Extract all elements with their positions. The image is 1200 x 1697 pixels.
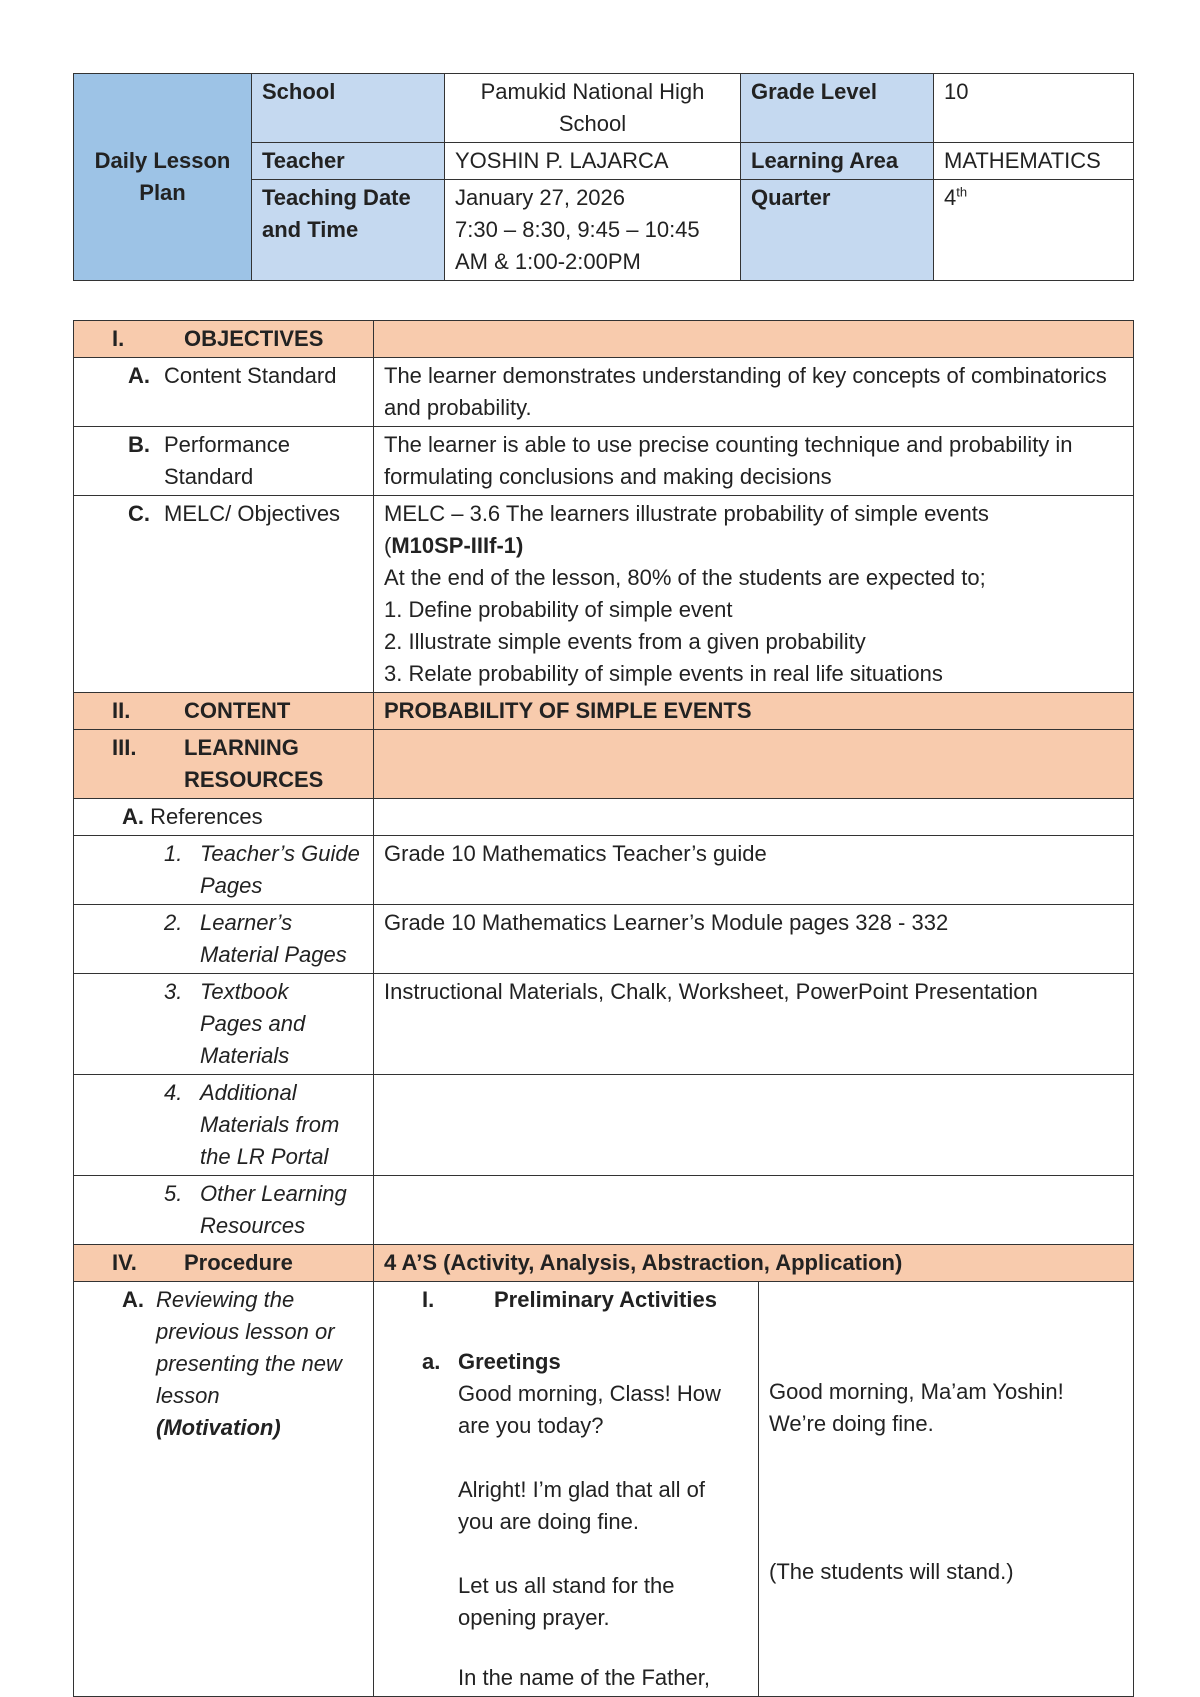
references-letter: A. <box>122 804 144 829</box>
resource-row <box>74 1176 1134 1245</box>
resource-value: Instructional Materials, Chalk, Worksheet, PowerPoint Presentation <box>374 974 1134 1075</box>
melc-row <box>74 496 1134 693</box>
resource-label: Additional Materials from the LR Portal <box>200 1080 340 1169</box>
resources-numeral: III. <box>112 735 137 760</box>
content-standard-label: Content Standard <box>164 363 337 388</box>
quarter-value: 4 <box>944 185 957 210</box>
school-value: Pamukid National High School <box>445 74 741 143</box>
melc-item: 1. Define probability of simple event <box>384 597 733 622</box>
dlp-title: Daily Lesson Plan <box>74 74 252 281</box>
quarter-suffix: th <box>956 184 968 200</box>
procedure-numeral: IV. <box>112 1250 137 1275</box>
melc-letter: C. <box>128 501 150 526</box>
objectives-title: OBJECTIVES <box>184 326 324 351</box>
greetings-title: Greetings <box>458 1349 561 1374</box>
procedure-header-row <box>74 1245 1134 1282</box>
melc-code-paren: ( <box>384 533 392 558</box>
performance-standard-value: The learner is able to use precise counting technique and probability in formulating conclusions and making decisions <box>374 427 1134 496</box>
quarter-cell <box>934 180 1134 281</box>
melc-line: MELC – 3.6 The learners illustrate probability of simple events <box>384 501 989 526</box>
procedure-a-sublabel: (Motivation) <box>156 1415 281 1440</box>
resource-num: 5. <box>164 1181 183 1206</box>
references-row <box>74 799 1134 836</box>
resource-value: Grade 10 Mathematics Teacher’s guide <box>374 836 1134 905</box>
greetings-letter: a. <box>422 1349 441 1374</box>
grade-value: 10 <box>934 74 1134 143</box>
resource-value: Grade 10 Mathematics Learner’s Module pages 328 - 332 <box>374 905 1134 974</box>
resource-value <box>374 1176 1134 1245</box>
resource-label: Teacher’s Guide Pages <box>200 841 360 898</box>
resources-header-row <box>74 730 1134 799</box>
resource-num: 1. <box>164 841 183 866</box>
student-line: (The students will stand.) <box>769 1559 1014 1584</box>
melc-cell <box>374 496 1134 693</box>
melc-code: M10SP-IIIf-1) <box>391 533 524 558</box>
melc-item: 3. Relate probability of simple events in real life situations <box>384 661 943 686</box>
resource-row <box>74 974 1134 1075</box>
resource-value <box>374 1075 1134 1176</box>
melc-item: 2. Illustrate simple events from a given probability <box>384 629 866 654</box>
content-standard-row <box>74 358 1134 427</box>
references-label: References <box>150 804 263 829</box>
prelim-title: Preliminary Activities <box>494 1287 717 1312</box>
content-value: PROBABILITY OF SIMPLE EVENTS <box>374 693 1134 730</box>
resource-label: Learner’s Material Pages <box>200 910 347 967</box>
resource-label: Textbook Pages and Materials <box>200 979 306 1068</box>
performance-standard-row <box>74 427 1134 496</box>
teacher-label: Teacher <box>252 143 445 180</box>
area-value: MATHEMATICS <box>934 143 1134 180</box>
time-value: 7:30 – 8:30, 9:45 – 10:45 AM & 1:00-2:00PM <box>455 217 700 274</box>
prelim-numeral: I. <box>422 1287 435 1312</box>
teacher-line: Good morning, Class! How are you today? <box>458 1381 721 1438</box>
resource-row <box>74 1075 1134 1176</box>
date-value: January 27, 2026 <box>455 185 626 210</box>
quarter-label: Quarter <box>741 180 934 281</box>
melc-intro: At the end of the lesson, 80% of the students are expected to; <box>384 565 986 590</box>
content-numeral: II. <box>112 698 131 723</box>
header-table <box>73 73 1134 281</box>
teacher-line: Alright! I’m glad that all of you are doing fine. <box>458 1477 706 1534</box>
resource-num: 4. <box>164 1080 183 1105</box>
teacher-column <box>374 1282 759 1697</box>
teacher-line: In the name of the Father, <box>458 1665 710 1690</box>
content-standard-value: The learner demonstrates understanding of key concepts of combinatorics and probability. <box>374 358 1134 427</box>
procedure-a-label: Reviewing the previous lesson or presenting the new lesson <box>156 1287 342 1408</box>
resource-num: 3. <box>164 979 183 1004</box>
area-label: Learning Area <box>741 143 934 180</box>
content-row <box>74 693 1134 730</box>
lesson-plan-table <box>73 320 1134 1697</box>
student-column <box>759 1282 1134 1697</box>
date-label: Teaching Date and Time <box>252 180 445 281</box>
date-time-cell <box>445 180 741 281</box>
procedure-value: 4 A’S (Activity, Analysis, Abstraction, Application) <box>374 1245 1134 1282</box>
grade-label: Grade Level <box>741 74 934 143</box>
objectives-numeral: I. <box>112 326 125 351</box>
content-standard-letter: A. <box>128 363 150 388</box>
procedure-a-letter: A. <box>122 1287 144 1312</box>
resource-num: 2. <box>164 910 183 935</box>
content-title: CONTENT <box>184 698 291 723</box>
resource-label: Other Learning Resources <box>200 1181 347 1238</box>
student-line: Good morning, Ma’am Yoshin! We’re doing fine. <box>769 1379 1064 1436</box>
resources-title: LEARNING RESOURCES <box>184 735 324 792</box>
teacher-line: Let us all stand for the opening prayer. <box>458 1573 675 1630</box>
procedure-title: Procedure <box>184 1250 293 1275</box>
performance-standard-letter: B. <box>128 432 150 457</box>
procedure-a-row <box>74 1282 1134 1697</box>
resource-row <box>74 905 1134 974</box>
melc-label: MELC/ Objectives <box>164 501 341 526</box>
teacher-value: YOSHIN P. LAJARCA <box>445 143 741 180</box>
performance-standard-label: Performance Standard <box>164 432 290 489</box>
school-label: School <box>252 74 445 143</box>
resource-row <box>74 836 1134 905</box>
objectives-header-row <box>74 321 1134 358</box>
